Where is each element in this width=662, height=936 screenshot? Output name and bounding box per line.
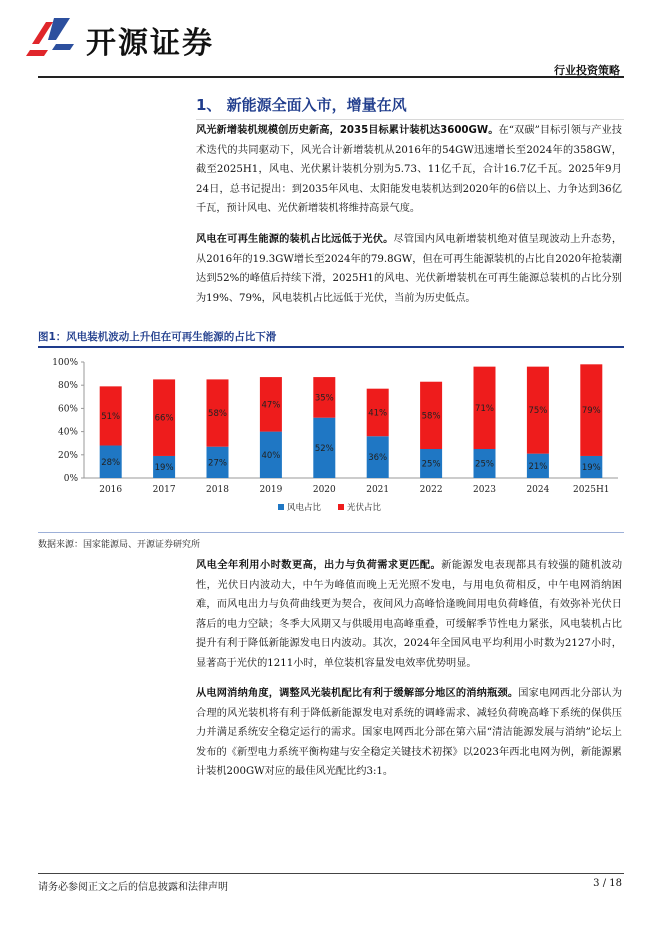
data-label: 58%: [421, 411, 441, 422]
data-label: 71%: [475, 403, 494, 414]
x-tick-label: 2019: [259, 485, 283, 495]
data-label: 52%: [314, 443, 334, 454]
x-tick-label: 2025H1: [573, 485, 610, 495]
footer-disclaimer: 请务必参阅正文之后的信息披露和法律声明: [38, 882, 228, 893]
paragraph: [196, 684, 622, 782]
header-divider: [38, 76, 624, 78]
x-tick-label: 2021: [366, 485, 390, 495]
footer-divider: [38, 873, 624, 874]
x-tick-label: 2020: [312, 485, 336, 495]
x-tick-label: 2017: [152, 485, 176, 495]
data-label: 66%: [154, 413, 174, 424]
paragraph-lead: 风电全年利用小时数更高，出力与负荷需求更匹配。: [196, 560, 442, 571]
y-tick-label: 0%: [63, 474, 78, 484]
paragraph-lead: 从电网消纳角度，调整风光装机配比有利于缓解部分地区的消纳瓶颈。: [196, 688, 519, 699]
paragraph-body: 尽管国内风电新增装机绝对值呈现波动上升态势，从2016年的19.3GW增长至2024年的79.8GW，但在可再生能源装机的占比自2020年抢装潮达到52%的峰值后持续下滑，2025H1的风电、光伏新增装机在可再生能源总装机的占比分别为19%、79%，风电装机占比远低于光伏，当前为历史低点。: [196, 234, 623, 304]
data-label: 58%: [208, 409, 227, 420]
y-tick-label: 40%: [57, 427, 78, 438]
legend-label: 光伏占比: [347, 503, 382, 513]
logo-icon: [26, 14, 78, 58]
data-label: 21%: [528, 461, 548, 472]
data-label: 35%: [314, 393, 334, 404]
data-label: 51%: [101, 411, 121, 422]
stacked-bar-chart: [38, 352, 624, 522]
paragraph: [196, 121, 622, 219]
data-label: 36%: [368, 453, 388, 464]
paragraph-body: 国家电网西北分部认为合理的风光装机将有利于降低新能源发电对系统的调峰需求、减轻负荷晚高峰下系统的保供压力并满足系统安全稳定运行的需求。国家电网西北分部在第六届“清洁能源发展与消纳”论坛上发布的《新型电力系统平衡构建与安全稳定关键技术初探》以2023年西北电网为例，新能源累计装机200GW对应的最佳风光配比约3:1。: [196, 688, 623, 778]
x-tick-label: 2022: [419, 485, 443, 495]
data-label: 75%: [528, 406, 548, 417]
x-tick-label: 2023: [473, 485, 496, 495]
y-tick-label: 80%: [57, 381, 78, 392]
source-divider: [38, 532, 624, 533]
data-label: 25%: [475, 459, 494, 470]
data-label: 41%: [368, 408, 388, 419]
x-tick-label: 2018: [206, 485, 229, 495]
paragraph-lead: 风光新增装机规模创历史新高，2035目标累计装机达3600GW。: [196, 125, 499, 136]
paragraph-lead: 风电在可再生能源的装机占比远低于光伏。: [196, 234, 394, 245]
legend-swatch: [278, 504, 284, 510]
data-label: 27%: [208, 458, 227, 469]
paragraph: [196, 230, 622, 308]
legend-swatch: [338, 504, 344, 510]
x-tick-label: 2024: [526, 485, 550, 495]
figure-title: 图1：风电装机波动上升但在可再生能源的占比下滑: [38, 331, 277, 343]
figure-source: 数据来源：国家能源局、开源证券研究所: [38, 540, 201, 550]
data-label: 28%: [101, 457, 121, 468]
data-label: 25%: [421, 459, 441, 470]
data-label: 47%: [261, 400, 281, 411]
data-label: 19%: [581, 462, 601, 473]
company-name: 开源证券: [86, 26, 214, 61]
page-number: 3 / 18: [593, 878, 622, 889]
x-tick-label: 2016: [99, 485, 123, 495]
report-type-label: 行业投资策略: [554, 64, 620, 77]
paragraph-body: 新能源发电表现都具有较强的随机波动性，光伏日内波动大，中午为峰值而晚上无光照不发电，与用电负荷相反，中午电网消纳困难，而风电出力与负荷曲线更为契合，夜间风力高峰恰逢晚间用电负荷峰值，有效弥补光伏日落后的电力空缺；冬季大风期又与供暖用电高峰重叠，可缓解季节性电力紧张，风电装机占比提升有利于降低新能源发电日内波动。其次，2024年全国风电平均利用小时数为2127小时，显著高于光伏的1211小时，单位装机容量发电效率优势明显。: [196, 560, 623, 669]
y-tick-label: 20%: [57, 450, 78, 461]
y-tick-label: 60%: [57, 404, 78, 415]
legend-label: 风电占比: [287, 503, 322, 513]
y-tick-label: 100%: [52, 358, 78, 368]
figure-divider: [38, 346, 624, 348]
data-label: 19%: [154, 462, 174, 473]
data-label: 40%: [261, 450, 281, 461]
paragraph-body: 在“双碳”目标引领与产业技术迭代的共同驱动下，风光合计新增装机从2016年的54GW迅速增长至2024年的358GW，截至2025H1，风电、光伏累计装机分别为5.73、11亿千瓦，合计16.7亿千瓦。2025年9月24日，总书记提出：到2035年风电、太阳能发电装机达到2020年的6倍以上、力争达到36亿千瓦，预计风电、光伏新增装机将维持高景气度。: [196, 125, 622, 215]
section-divider: [196, 119, 624, 120]
data-label: 79%: [581, 406, 601, 417]
section-title: 1、 新能源全面入市，增量在风: [196, 96, 407, 114]
paragraph: [196, 556, 622, 674]
